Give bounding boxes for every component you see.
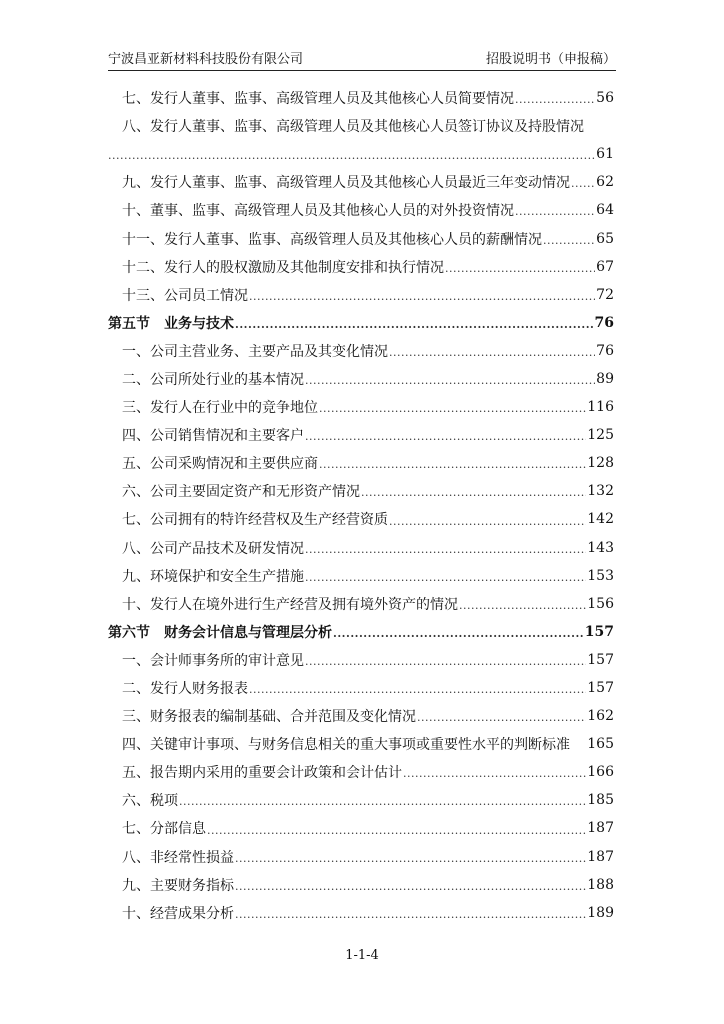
toc-entry[interactable] [108,843,614,871]
page-header [108,48,616,71]
toc-entry[interactable] [108,224,614,252]
toc-entry-label: 五、公司采购情况和主要供应商 [122,456,318,473]
dot-leader [235,318,594,337]
toc-entry[interactable] [108,84,614,112]
toc-entry-label: 第五节 业务与技术 [108,315,234,332]
toc-entry-label: 一、公司主营业务、主要产品及其变化情况 [122,343,388,360]
toc-entry-page-number: 89 [596,370,614,387]
toc-entry-label: 八、公司产品技术及研发情况 [122,540,304,557]
dot-leader [515,205,595,224]
toc-entry-page-number: 185 [587,792,614,809]
toc-entry-label: 二、发行人财务报表 [122,681,248,698]
toc-entry-page-number: 128 [587,455,614,472]
toc-entry[interactable] [108,449,614,477]
toc-entry-page-number: 153 [587,567,614,584]
toc-entry[interactable] [108,393,614,421]
toc-entry[interactable] [108,646,614,674]
toc-entry-label: 五、报告期内采用的重要会计政策和会计估计 [122,765,402,782]
toc-entry-page-number: 61 [596,146,614,163]
document-title: 招股说明书（申报稿） [485,52,616,67]
toc-entry[interactable] [108,140,614,168]
toc-entry-page-number: 166 [587,764,614,781]
toc-entry[interactable] [108,814,614,842]
toc-entry-label: 八、非经常性损益 [122,849,234,866]
toc-entry-page-number: 76 [594,314,614,331]
toc-entry[interactable] [108,365,614,393]
toc-entry-page-number: 157 [584,623,614,640]
toc-entry-label: 三、发行人在行业中的竞争地位 [122,400,318,417]
toc-entry-label: 六、公司主要固定资产和无形资产情况 [122,484,360,501]
toc-entry-page-number: 62 [596,174,614,191]
toc-entry[interactable] [108,196,614,224]
toc-entry-page-number: 72 [596,286,614,303]
toc-entry-label: 十、发行人在境外进行生产经营及拥有境外资产的情况 [122,596,458,613]
table-of-contents [108,84,614,927]
dot-leader [305,374,595,393]
toc-entry[interactable] [108,758,614,786]
toc-entry-page-number: 76 [596,342,614,359]
toc-entry-label: 十二、发行人的股权激励及其他制度安排和执行情况 [122,259,444,276]
dot-leader [417,711,586,730]
toc-entry-page-number: 142 [587,511,614,528]
toc-entry[interactable] [108,253,614,281]
toc-entry-page-number: 116 [587,399,614,416]
toc-entry-label: 第六节 财务会计信息与管理层分析 [108,624,332,641]
dot-leader [319,458,586,477]
toc-entry[interactable] [108,168,614,196]
page-number: 1-1-4 [345,948,379,963]
dot-leader [235,908,586,927]
toc-entry[interactable] [108,505,614,533]
dot-leader [361,486,586,505]
dot-leader [333,627,584,646]
toc-entry-label: 十三、公司员工情况 [122,287,248,304]
toc-entry-label: 七、发行人董事、监事、高级管理人员及其他核心人员简要情况 [122,91,514,108]
toc-entry-label: 十、经营成果分析 [122,905,234,922]
toc-entry-page-number: 188 [587,876,614,893]
toc-entry[interactable] [108,534,614,562]
toc-entry[interactable] [108,786,614,814]
dot-leader [305,655,586,674]
toc-entry-label: 十一、发行人董事、监事、高级管理人员及其他核心人员的薪酬情况 [122,231,542,248]
toc-entry[interactable] [108,112,614,140]
toc-entry-label: 七、分部信息 [122,821,206,838]
toc-entry-page-number: 65 [596,230,614,247]
toc-entry-page-number: 64 [596,202,614,219]
toc-entry-page-number: 187 [587,820,614,837]
toc-entry-label: 九、环境保护和安全生产措施 [122,568,304,585]
toc-entry[interactable] [108,562,614,590]
toc-entry-page-number: 157 [587,680,614,697]
toc-entry[interactable] [108,871,614,899]
toc-entry-label: 一、会计师事务所的审计意见 [122,652,304,669]
dot-leader [515,93,595,112]
dot-leader [235,880,586,899]
dot-leader [571,177,595,196]
toc-entry-label: 十、董事、监事、高级管理人员及其他核心人员的对外投资情况 [122,203,514,220]
dot-leader [249,290,595,309]
toc-entry-page-number: 143 [587,539,614,556]
dot-leader [249,683,586,702]
toc-entry-page-number: 67 [596,258,614,275]
company-name: 宁波昌亚新材料科技股份有限公司 [108,52,304,67]
dot-leader [543,234,595,253]
toc-entry-page-number: 156 [587,595,614,612]
toc-entry-label: 二、公司所处行业的基本情况 [122,371,304,388]
dot-leader [459,599,586,618]
toc-entry-label: 六、税项 [122,793,178,810]
toc-entry[interactable] [108,337,614,365]
dot-leader [445,262,595,281]
toc-entry-page-number: 157 [587,651,614,668]
toc-entry[interactable] [108,281,614,309]
toc-entry-page-number: 125 [587,427,614,444]
toc-entry-label: 九、主要财务指标 [122,877,234,894]
toc-chapter-entry[interactable] [108,309,614,337]
toc-entry[interactable] [108,674,614,702]
toc-entry-label: 七、公司拥有的特许经营权及生产经营资质 [122,512,388,529]
toc-entry-label: 八、发行人董事、监事、高级管理人员及其他核心人员签订协议及持股情况 [122,119,584,136]
toc-entry[interactable] [108,730,614,758]
dot-leader [389,515,586,534]
toc-entry-page-number: 162 [587,708,614,725]
toc-entry-label: 三、财务报表的编制基础、合并范围及变化情况 [122,709,416,726]
toc-entry-label: 九、发行人董事、监事、高级管理人员及其他核心人员最近三年变动情况 [122,175,570,192]
dot-leader [403,767,586,786]
dot-leader [319,402,586,421]
dot-leader [305,430,586,449]
dot-leader [108,149,595,168]
dot-leader [207,824,586,843]
toc-entry[interactable] [108,477,614,505]
toc-entry[interactable] [108,590,614,618]
toc-entry[interactable] [108,702,614,730]
dot-leader [305,543,586,562]
dot-leader [389,346,595,365]
toc-entry-page-number: 165 [587,736,614,753]
toc-entry[interactable] [108,899,614,927]
toc-entry[interactable] [108,421,614,449]
toc-entry-page-number: 189 [587,904,614,921]
dot-leader [179,795,586,814]
toc-entry-label: 四、关键审计事项、与财务信息相关的重大事项或重要性水平的判断标准 [122,737,570,754]
toc-entry-page-number: 187 [587,848,614,865]
dot-leader [235,852,586,871]
toc-chapter-entry[interactable] [108,618,614,646]
toc-entry-label: 四、公司销售情况和主要客户 [122,428,304,445]
dot-leader [305,571,586,590]
toc-entry-page-number: 132 [587,483,614,500]
toc-entry-page-number: 56 [596,90,614,107]
